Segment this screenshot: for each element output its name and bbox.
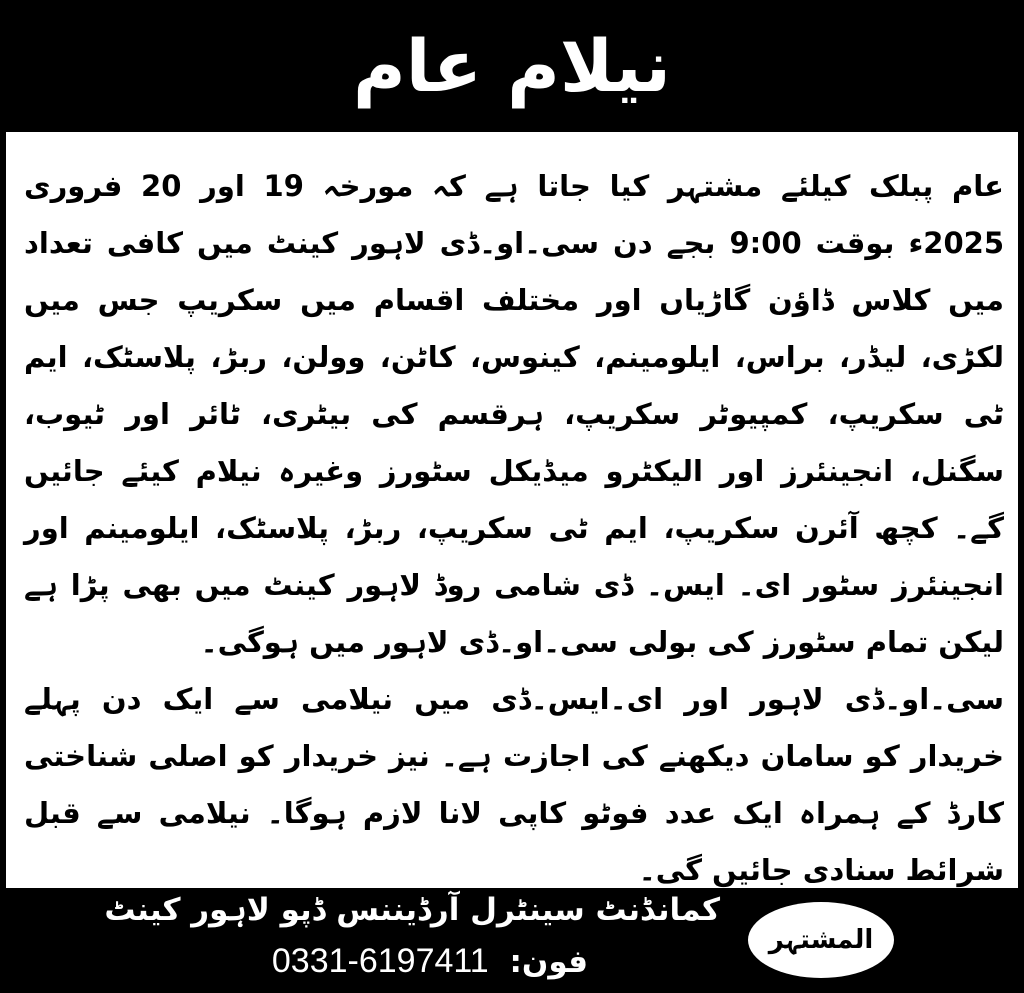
notice-paragraph-1: عام پبلک کیلئے مشتہر کیا جاتا ہے کہ مورخہ 19 اور 20 فروری 2025ء بوقت 9:00 بجے دن سی۔او۔ڈی لاہور کینٹ میں کافی تعداد میں کلاس ڈاؤن گاڑیاں اور مختلف اقسام میں سکریپ جس میں لکڑی، لیڈر، براس، ایلومینم، کینوس، کاٹن، وولن، ربڑ، پلاسٹک، ایم ٹی سکریپ، کمپیوٹر سکریپ، ہرقسم کی بیٹری، ٹائر اور ٹیوب، سگنل، انجینئرز اور الیکٹرو میڈیکل سٹورز وغیرہ نیلام کیئے جائیں گے۔ کچھ آئرن سکریپ، ایم ٹی سکریپ، ربڑ، پلاسٹک، ایلومینم اور انجینئرز سٹور ای۔ ایس۔ ڈی شامی روڈ لاہور کینٹ میں بھی پڑا ہے لیکن تمام سٹورز کی بولی سی۔او۔ڈی لاہور میں ہوگی۔ bbox=[24, 169, 1004, 659]
office-name: کمانڈنٹ سینٹرل آرڈیننس ڈپو لاہور کینٹ bbox=[104, 892, 720, 928]
advertiser-label: المشتہر bbox=[768, 925, 874, 955]
phone-number: 0331-6197411 bbox=[271, 942, 489, 980]
notice-paragraph-2: سی۔او۔ڈی لاہور اور ای۔ایس۔ڈی میں نیلامی سے ایک دن پہلے خریدار کو سامان دیکھنے کی اجازت ہے۔ نیز خریدار کو اصلی شناختی کارڈ کے ہمراہ ایک عدد فوٹو کاپی لانا لازم ہوگا۔ نیلامی سے قبل شرائط سنادی جائیں گی۔ bbox=[24, 682, 1004, 887]
phone-label: فون: bbox=[509, 944, 589, 980]
notice-header bbox=[0, 0, 1024, 132]
advertiser-badge bbox=[748, 902, 894, 978]
phone-line bbox=[220, 942, 640, 981]
notice-footer bbox=[0, 888, 1024, 993]
notice-title: نیلام عام bbox=[353, 24, 671, 108]
notice-body bbox=[6, 132, 1018, 888]
